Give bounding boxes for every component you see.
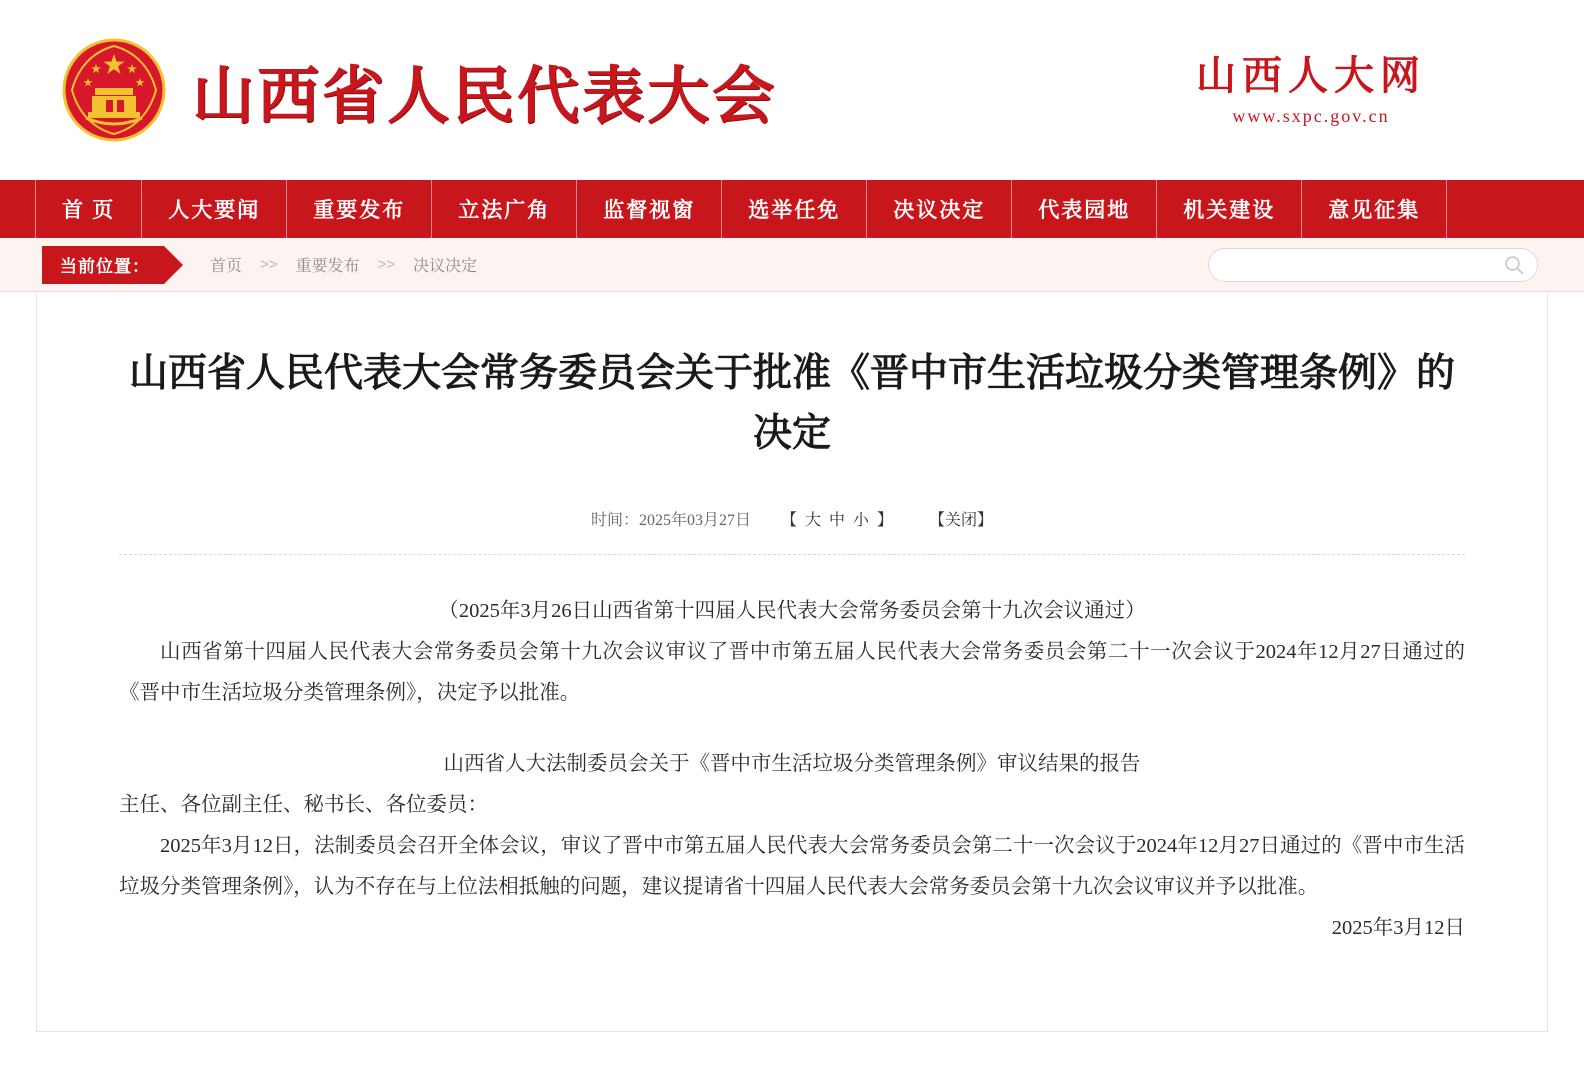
publish-time-label: 时间： [590, 511, 639, 529]
site-header [0, 0, 1584, 180]
article-signature-date: 2025年3月12日 [1331, 916, 1465, 939]
article-paragraph: 2025年3月12日，法制委员会召开全体会议，审议了晋中市第五届人民代表大会常务委员会第二十一次会议于2024年12月27日通过的《晋中市生活垃圾分类管理条例》，认为不存在与上位法相抵触的问题，建议提请省十四届人民代表大会常务委员会第十九次会议审议并予以批准。 [119, 834, 1465, 898]
site-brand: 山西人大网 [1196, 52, 1426, 98]
article-body [119, 591, 1465, 949]
site-url: www.sxpc.gov.cn [1232, 105, 1390, 126]
article-meta [119, 507, 1465, 530]
page-title: 山西省人民代表大会常务委员会关于批准《晋中市生活垃圾分类管理条例》的决定 [128, 352, 1455, 456]
breadcrumb-separator: >> [260, 256, 278, 273]
article-paragraph: 主任、各位副主任、秘书长、各位委员： [119, 793, 488, 816]
breadcrumb [210, 253, 477, 276]
nav-item-resolutions[interactable]: 决议决定 [867, 180, 1012, 238]
breadcrumb-item-important-release[interactable]: 重要发布 [295, 258, 360, 275]
nav-item-important-release[interactable]: 重要发布 [287, 180, 432, 238]
meta-divider [119, 554, 1465, 555]
breadcrumb-label: 当前位置： [42, 246, 164, 284]
main-navigation [0, 180, 1584, 238]
breadcrumb-item-resolutions[interactable]: 决议决定 [413, 258, 478, 275]
publish-time-value: 2025年03月27日 [638, 511, 751, 529]
search-box[interactable] [1208, 248, 1538, 282]
nav-item-organ-building[interactable]: 机关建设 [1157, 180, 1302, 238]
content-wrapper [0, 292, 1584, 1062]
breadcrumb-bar [0, 238, 1584, 292]
nav-item-renda-news[interactable]: 人大要闻 [142, 180, 287, 238]
close-button[interactable]: 【关闭】 [929, 511, 994, 529]
article-card [36, 292, 1548, 1032]
search-icon[interactable] [1503, 254, 1525, 276]
site-brand-block [1196, 54, 1536, 127]
breadcrumb-item-home[interactable]: 首页 [210, 258, 243, 275]
nav-item-election[interactable]: 选举任免 [722, 180, 867, 238]
breadcrumb-separator: >> [377, 256, 396, 273]
nav-item-deputies[interactable]: 代表园地 [1012, 180, 1157, 238]
nav-item-supervision[interactable]: 监督视窗 [577, 180, 722, 238]
nav-item-opinion-collection[interactable]: 意见征集 [1302, 180, 1447, 238]
article-paragraph: （2025年3月26日山西省第十四届人民代表大会常务委员会第十九次会议通过） [438, 599, 1146, 622]
search-input[interactable] [1227, 256, 1503, 274]
nav-item-home[interactable]: 首 页 [35, 180, 142, 238]
nav-item-legislation[interactable]: 立法广角 [432, 180, 577, 238]
font-size-control[interactable]: 【 大 中 小 】 [781, 511, 896, 529]
article-paragraph: 山西省人大法制委员会关于《晋中市生活垃圾分类管理条例》审议结果的报告 [443, 752, 1141, 775]
article-paragraph: 山西省第十四届人民代表大会常务委员会第十九次会议审议了晋中市第五届人民代表大会常务委员会第二十一次会议于2024年12月27日通过的《晋中市生活垃圾分类管理条例》，决定予以批准。 [119, 640, 1465, 704]
national-emblem-icon [62, 38, 166, 142]
site-title: 山西省人民代表大会 [192, 62, 778, 131]
